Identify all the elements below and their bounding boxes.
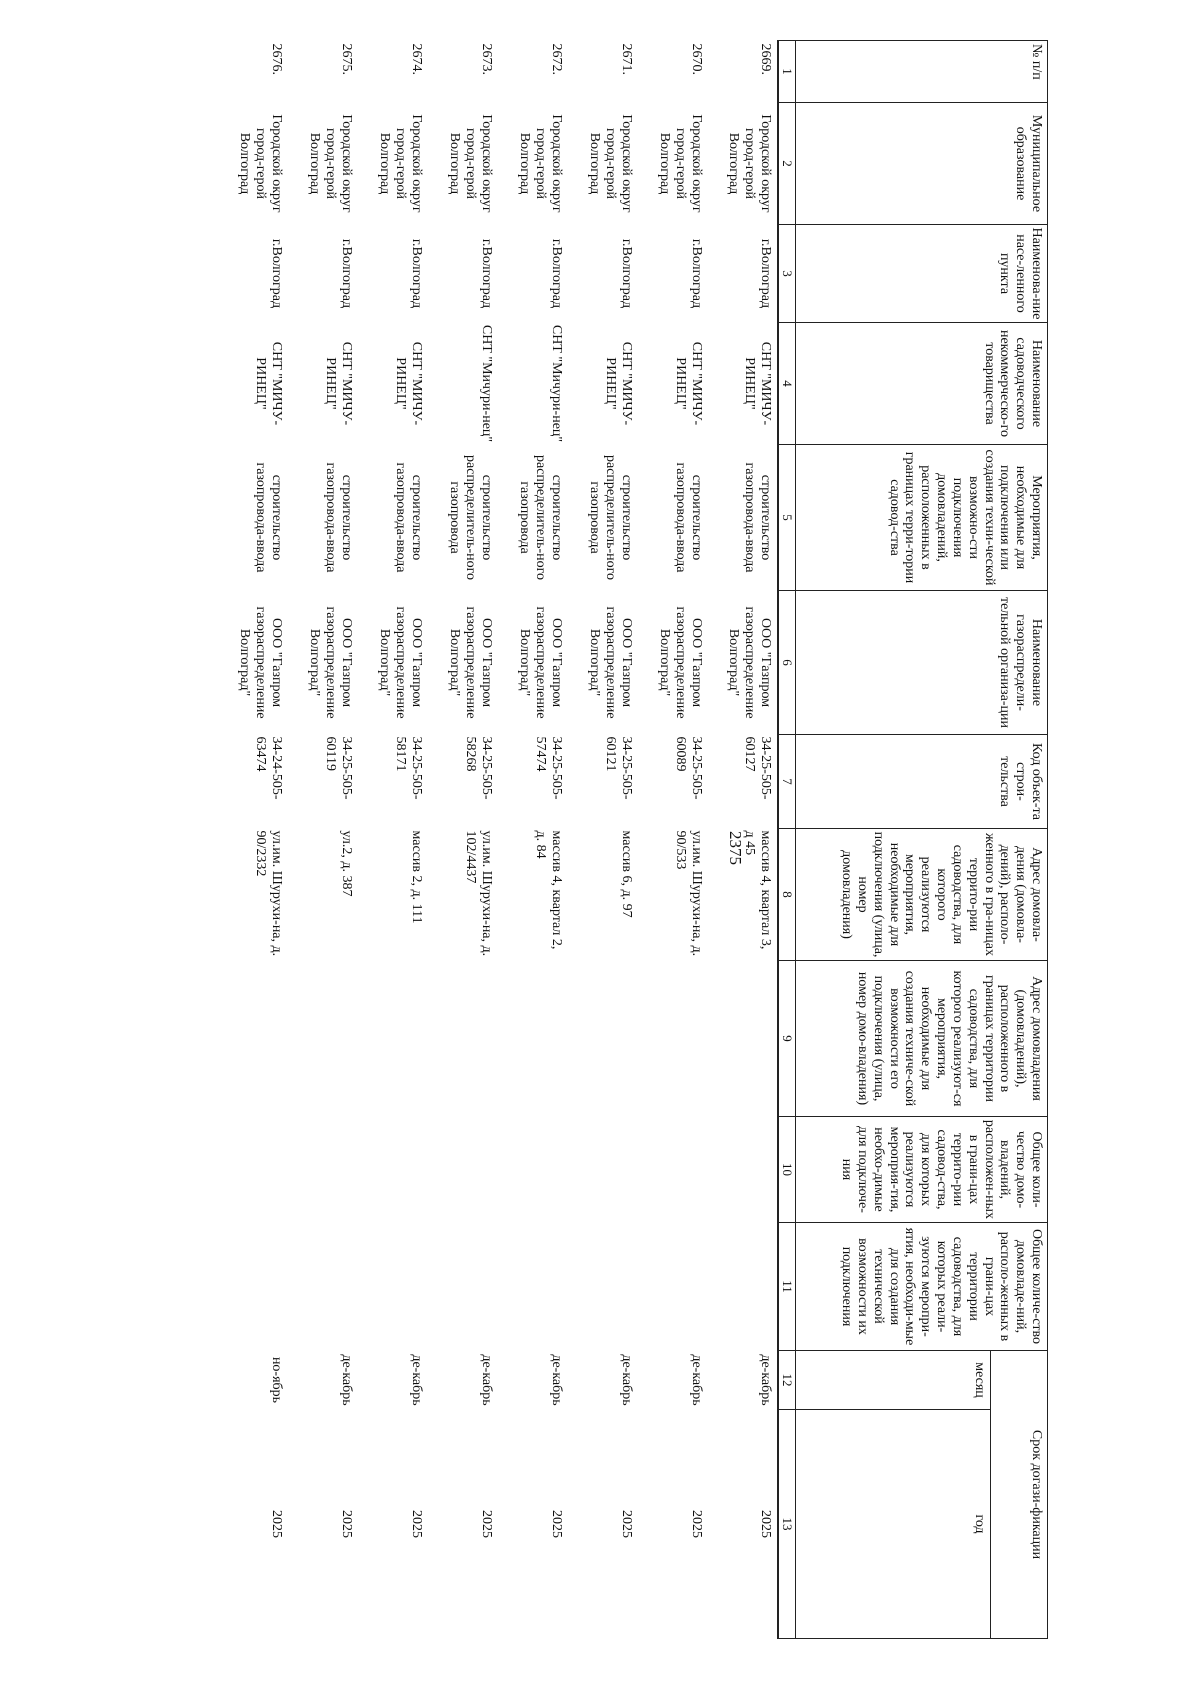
header-col-5: Мероприятия, необходимые для подключения или создания техни-ческой возможно-сти подключения домовладений, расположенных в границах терри-тории садовод-ства [796,445,1048,591]
capacity-count [358,1223,428,1351]
locality: г.Волгоград [619,238,634,309]
row-number: 2674. [409,43,424,75]
gas-company: ООО "Газпром газораспределение Волгоград" [587,606,634,719]
connection-count [206,1117,288,1223]
deadline-year: 2025 [409,1510,424,1538]
works: строительство распределитель-ного газопровода [447,454,494,580]
table-body [206,41,778,1639]
municipality: Городской округ город-герой Волгоград [237,114,284,213]
gas-company: ООО "Газпром газораспределение Волгоград" [377,606,424,719]
connection-count [498,1117,568,1223]
locality: г.Волгоград [269,238,284,309]
capacity-count [288,1223,358,1351]
connection-address: ул.2, д. 387 [339,830,354,897]
connection-count [288,1117,358,1223]
column-number-row [778,41,796,1639]
page-number: 2375 [726,831,745,865]
connection-address: ул.им. Шурухи-на, д. 90/2332 [253,830,284,957]
works: строительство газопровода-ввода [253,462,284,573]
capacity-count [638,1223,708,1351]
works: строительство распределитель-ного газопровода [587,454,634,580]
header-col-8: Адрес домовла-дения (домовла-дений), располо-женного в гра-ницах террито-рии садоводства, для которого реализуются мероприятия, необходимые для подключения (улица, номер домовладения) [796,829,1048,961]
object-code: 34-25-505-60119 [323,736,354,800]
object-code: 34-25-505-60121 [603,736,634,800]
capacity-count [206,1223,288,1351]
works: строительство газопровода-ввода [742,462,773,573]
deadline-year: 2025 [479,1510,494,1538]
locality: г.Волгоград [758,238,773,309]
table-header [778,41,1048,1639]
municipality: Городской округ город-герой Волгоград [517,114,564,213]
column-number: 12 [778,1351,796,1410]
gas-company: ООО "Газпром газораспределение Волгоград" [517,606,564,719]
table-row [568,41,638,1639]
deadline-month: де-кабрь [758,1354,773,1406]
table-row [498,41,568,1639]
capacity-address [568,961,638,1117]
deadline-month: но-ябрь [269,1356,284,1404]
connection-count [708,1117,778,1223]
connection-address: ул.им. Шурухи-на, д. 90/533 [673,830,704,957]
object-code: 34-25-505-58268 [463,736,494,800]
municipality: Городской округ город-герой Волгоград [726,114,773,213]
header-col-9: Адрес домовладения (домовладений), расположенного в границах территории садоводства, для которого реализуют-ся мероприятия, необходимые для создания техниче-ской возможности его подключения (улица, номер домо-владения) [796,961,1048,1117]
locality: г.Волгоград [549,238,564,309]
capacity-address [358,961,428,1117]
partnership-name: СНТ "МИЧУ-РИНЕЦ" [673,341,704,426]
column-number: 8 [778,829,796,961]
row-number: 2670. [689,43,704,75]
deadline-month: де-кабрь [339,1354,354,1406]
works: строительство газопровода-ввода [393,462,424,573]
header-col-13: год [796,1410,991,1639]
partnership-name: СНТ "МИЧУ-РИНЕЦ" [393,341,424,426]
object-code: 34-25-505-58171 [393,736,424,800]
object-code: 34-25-505-57474 [533,736,564,800]
partnership-name: СНТ "МИЧУ-РИНЕЦ" [253,341,284,426]
column-number: 7 [778,735,796,829]
header-col-12a: месяц [796,1351,991,1410]
deadline-month: де-кабрь [689,1354,704,1406]
works: строительство газопровода-ввода [673,462,704,573]
capacity-address [288,961,358,1117]
deadline-year: 2025 [339,1510,354,1538]
partnership-name: СНТ "МИЧУ-РИНЕЦ" [323,341,354,426]
header-col-1: № п/п [796,41,1048,103]
row-number: 2676. [269,43,284,75]
table-row [638,41,708,1639]
connection-address: массив 6, д. 97 [619,830,634,918]
capacity-count [568,1223,638,1351]
deadline-month: де-кабрь [409,1354,424,1406]
object-code: 34-25-505-60127 [742,736,773,800]
capacity-address [638,961,708,1117]
column-number: 13 [778,1410,796,1639]
header-col-7: Код объек-та строи-тельства [796,735,1048,829]
column-number: 3 [778,225,796,323]
deadline-year: 2025 [549,1510,564,1538]
header-col-11: Общее количе-ство домовладе-ний, располо-женных в грани-цах территории садоводства, для которых реали-зуются меропри-ятия, необходи-мые для создания технической возможности их подключения [796,1223,1048,1351]
connection-count [428,1117,498,1223]
header-col-12: Срок догази-фикации [991,1351,1048,1639]
header-col-10: Общее коли-чество домо-владений, расположен-ных в грани-цах террито-рии садовод-ства, для которых реализуются мероприя-тия, необхо-димые для подключе-ния [796,1117,1048,1223]
deadline-month: де-кабрь [479,1354,494,1406]
row-number: 2672. [549,43,564,75]
locality: г.Волгоград [689,238,704,309]
header-col-4: Наименование садоводческого некоммерческо-го товарищества [796,323,1048,445]
gas-company: ООО "Газпром газораспределение Волгоград" [657,606,704,719]
connection-address: массив 4, квартал 2, д. 84 [533,830,564,950]
locality: г.Волгоград [409,238,424,309]
header-col-2: Муниципальное образование [796,103,1048,225]
column-number: 5 [778,445,796,591]
column-number: 11 [778,1223,796,1351]
partnership-name: СНТ "МИЧУ-РИНЕЦ" [603,341,634,426]
object-code: 34-25-505-60089 [673,736,704,800]
capacity-address [708,961,778,1117]
gasification-table-sheet [178,40,1048,1638]
municipality: Городской округ город-герой Волгоград [657,114,704,213]
table-row [206,41,288,1639]
object-code: 34-24-505-63474 [253,736,284,800]
gas-company: ООО "Газпром газораспределение Волгоград" [237,606,284,719]
gas-company: ООО "Газпром газораспределение Волгоград" [447,606,494,719]
municipality: Городской округ город-герой Волгоград [587,114,634,213]
capacity-address [206,961,288,1117]
connection-count [358,1117,428,1223]
gas-company: ООО "Газпром газораспределение Волгоград" [307,606,354,719]
connection-address: ул.им. Шурухи-на, д. 102/4437 [463,830,494,957]
capacity-count [498,1223,568,1351]
row-number: 2675. [339,43,354,75]
municipality: Городской округ город-герой Волгоград [307,114,354,213]
gasification-table [206,40,1048,1639]
partnership-name: СНТ "МИЧУ-РИНЕЦ" [742,341,773,426]
gas-company: ООО "Газпром газораспределение Волгоград" [726,606,773,719]
capacity-address [428,961,498,1117]
locality: г.Волгоград [339,238,354,309]
deadline-year: 2025 [689,1510,704,1538]
deadline-month: де-кабрь [619,1354,634,1406]
column-number: 6 [778,591,796,735]
capacity-count [708,1223,778,1351]
table-row [428,41,498,1639]
locality: г.Волгоград [479,238,494,309]
municipality: Городской округ город-герой Волгоград [447,114,494,213]
deadline-month: де-кабрь [549,1354,564,1406]
row-number: 2673. [479,43,494,75]
partnership-name: СНТ "Мичури-нец" [549,324,564,443]
municipality: Городской округ город-герой Волгоград [377,114,424,213]
connection-count [568,1117,638,1223]
row-number: 2669. [758,43,773,75]
column-number: 4 [778,323,796,445]
deadline-year: 2025 [619,1510,634,1538]
header-col-3: Наименова-ние насе-ленного пункта [796,225,1048,323]
capacity-count [428,1223,498,1351]
connection-address: массив 2, д. 111 [409,830,424,924]
connection-count [638,1117,708,1223]
deadline-year: 2025 [269,1510,284,1538]
works: строительство газопровода-ввода [323,462,354,573]
column-number: 1 [778,41,796,103]
column-number: 2 [778,103,796,225]
header-col-6: Наименование газораспредели-тельной организа-ции [796,591,1048,735]
partnership-name: СНТ "Мичури-нец" [479,324,494,443]
column-number: 9 [778,961,796,1117]
works: строительство распределитель-ного газопровода [517,454,564,580]
deadline-year: 2025 [758,1510,773,1538]
table-row [358,41,428,1639]
table-row [288,41,358,1639]
connection-address: массив 4, квартал 3, д 45 [742,830,773,950]
capacity-address [498,961,568,1117]
row-number: 2671. [619,43,634,75]
table-row [708,41,778,1639]
column-number: 10 [778,1117,796,1223]
